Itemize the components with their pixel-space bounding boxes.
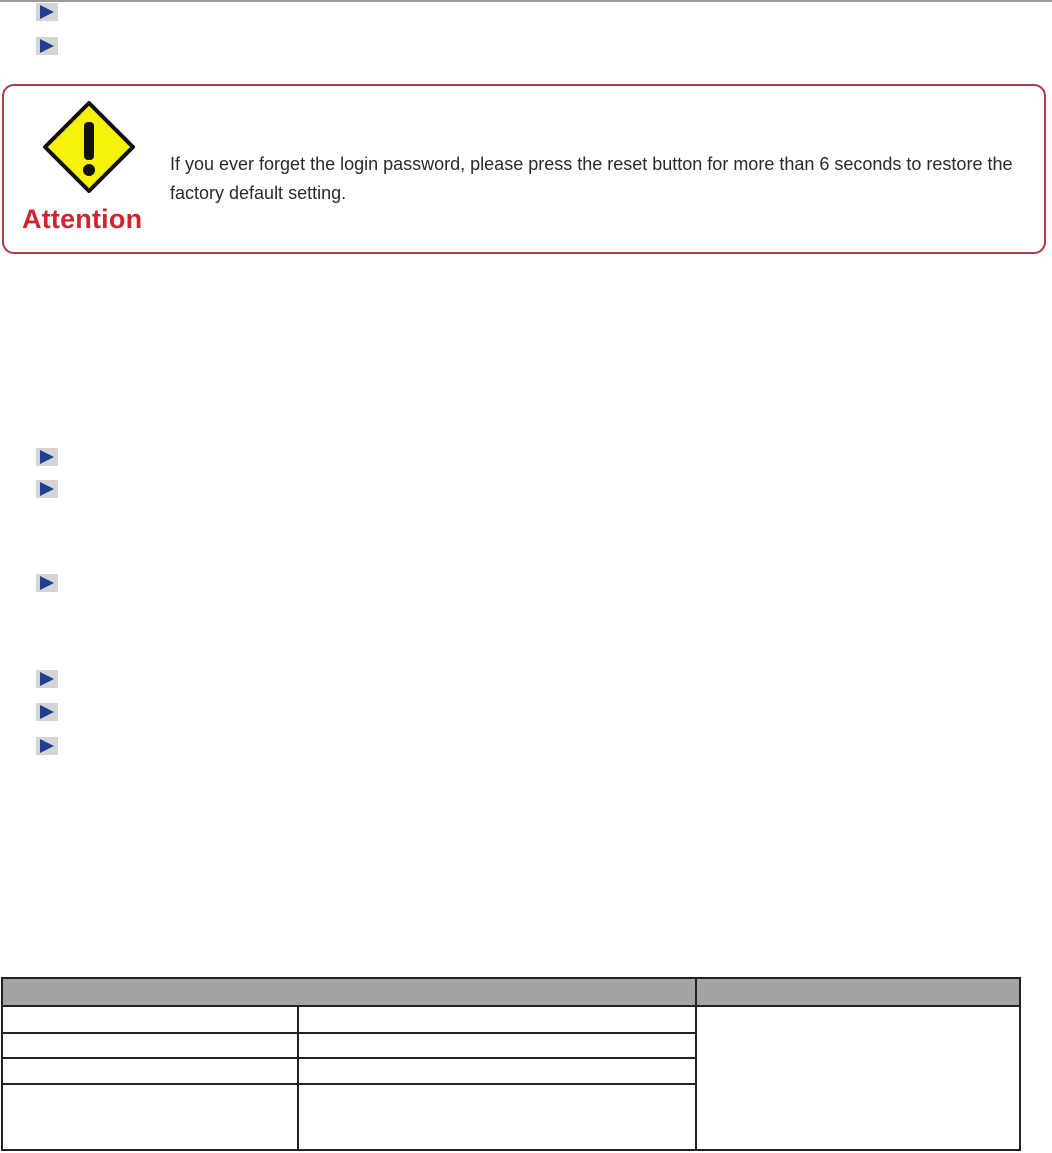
table-header-row [3,979,1019,1007]
top-divider [0,0,1052,2]
table-column-divider [695,979,697,1149]
bullet-arrow-icon [36,737,58,755]
attention-message: If you ever forget the login password, please press the reset button for more than 6 seconds to restore the factory default setting. [170,154,1013,203]
bullet-arrow-icon [36,3,58,21]
table-row-divider [3,1083,695,1085]
bullet-arrow-icon [36,574,58,592]
table-row-divider [3,1057,695,1059]
warning-diamond-icon [42,100,136,194]
table-column-divider [297,1007,299,1149]
attention-label: Attention [22,204,143,234]
attention-callout [2,84,1046,254]
bullet-arrow-icon [36,670,58,688]
bullet-arrow-icon [36,480,58,498]
bullet-arrow-icon [36,448,58,466]
bullet-arrow-icon [36,37,58,55]
table-row-divider [3,1032,695,1034]
spec-table [1,977,1021,1151]
bullet-arrow-icon [36,703,58,721]
